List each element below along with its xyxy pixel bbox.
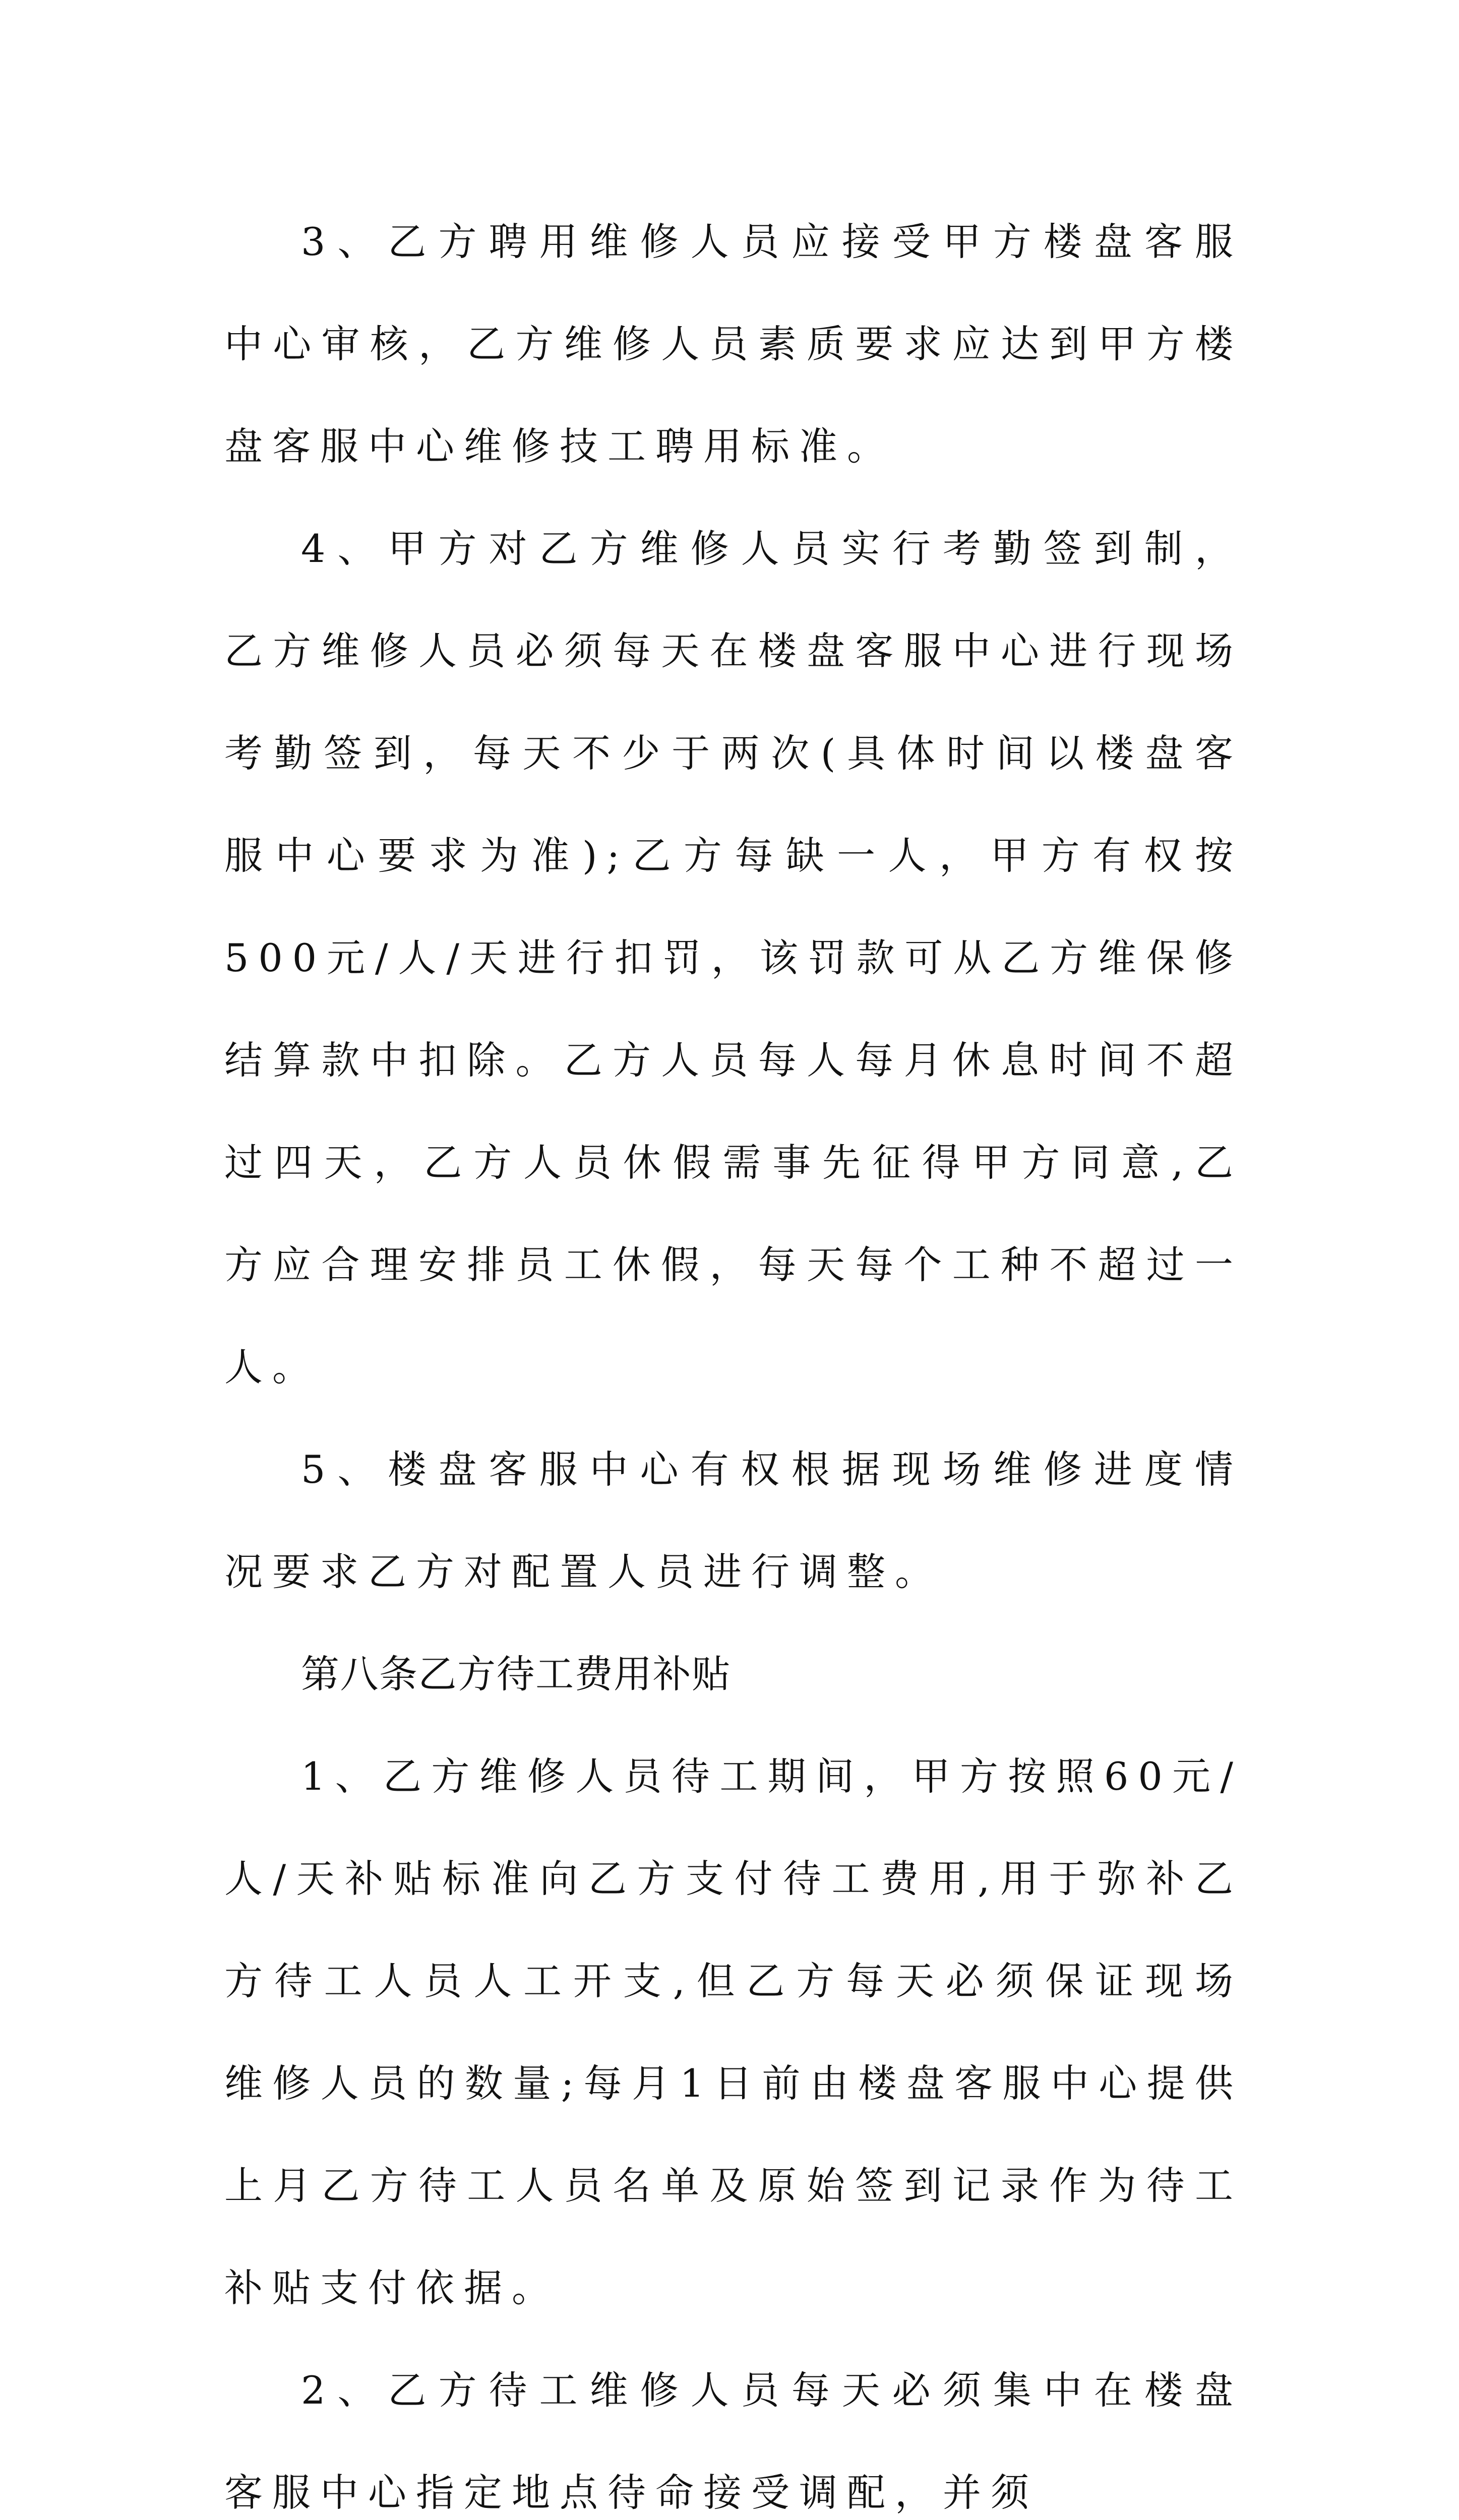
paragraph-article-8-item-1: 1、乙方维修人员待工期间，甲方按照60元/人/天补贴标准向乙方支付待工费用,用于弥补乙方待工人员人工开支,但乙方每天必须保证现场维修人员的数量;每月1日前由楼盘客服中心提供上月乙方待工人员名单及原始签到记录作为待工补贴支付依据。: [224, 1754, 1243, 2310]
paragraph-clause-5-staff-adjustment: 5、楼盘客服中心有权根据现场维修进度情况要求乙方对配置人员进行调整。: [224, 1447, 1243, 1594]
paragraph-clause-3-staff-review: 3、乙方聘用维修人员应接受甲方楼盘客服中心审核，乙方维修人员素质要求应达到甲方楼盘客服中心维修技工聘用标准。: [224, 219, 1243, 469]
paragraph-article-8-item-2: 2、乙方待工维修人员每天必须集中在楼盘客服中心指定地点待命接受调配，并须: [224, 2368, 1243, 2515]
document-body: [224, 191, 1243, 2520]
article-8-heading: 第八条乙方待工费用补贴: [301, 1652, 731, 1696]
paragraph-clause-4-attendance: 4、甲方对乙方维修人员实行考勤签到制，乙方维修人员必须每天在楼盘客服中心进行现场考勤签到，每天不少于两次(具体时间以楼盘客服中心要求为准);乙方每缺一人，甲方有权按500元/人/天进行扣罚，该罚款可从乙方维保修结算款中扣除。乙方人员每人每月休息时间不超过四天，乙方人员休假需事先征得甲方同意,乙方应合理安排员工休假，每天每个工种不超过一人。: [224, 526, 1243, 1390]
